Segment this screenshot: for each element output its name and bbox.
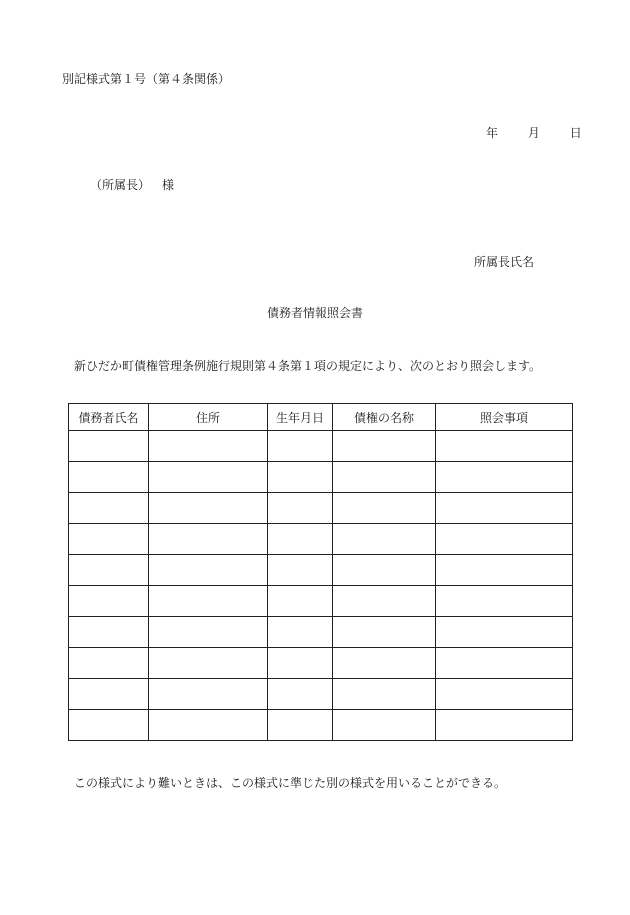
table-row <box>69 555 573 586</box>
inquiry-items-cell <box>436 617 573 648</box>
header-birthdate: 生年月日 <box>268 404 333 431</box>
address-cell <box>149 431 268 462</box>
address-cell <box>149 462 268 493</box>
table-row <box>69 679 573 710</box>
table-body <box>69 431 573 741</box>
inquiry-items-cell <box>436 493 573 524</box>
table-row <box>69 524 573 555</box>
claim-name-cell <box>333 617 436 648</box>
claim-name-cell <box>333 431 436 462</box>
table-row <box>69 462 573 493</box>
header-claim-name: 債権の名称 <box>333 404 436 431</box>
birthdate-cell <box>268 710 333 741</box>
form-number: 別記様式第１号（第４条関係） <box>62 72 231 86</box>
document-title: 債務者情報照会書 <box>266 306 363 320</box>
claim-name-cell <box>333 555 436 586</box>
claim-name-cell <box>333 710 436 741</box>
date-month-label: 月 <box>527 126 540 140</box>
birthdate-cell <box>268 586 333 617</box>
birthdate-cell <box>268 493 333 524</box>
inquiry-items-cell <box>436 431 573 462</box>
debtor-name-cell <box>69 462 149 493</box>
address-cell <box>149 555 268 586</box>
claim-name-cell <box>333 493 436 524</box>
debtor-name-cell <box>69 710 149 741</box>
birthdate-cell <box>268 555 333 586</box>
address-cell <box>149 586 268 617</box>
inquiry-items-cell <box>436 648 573 679</box>
debtor-name-cell <box>69 586 149 617</box>
debtor-name-cell <box>69 679 149 710</box>
date-day-label: 日 <box>569 126 582 140</box>
address-cell <box>149 493 268 524</box>
table-row <box>69 431 573 462</box>
table-row <box>69 586 573 617</box>
birthdate-cell <box>268 524 333 555</box>
inquiry-items-cell <box>436 679 573 710</box>
footer-note: この様式により難いときは、この様式に準じた別の様式を用いることができる。 <box>74 776 507 790</box>
inquiry-items-cell <box>436 555 573 586</box>
address-cell <box>149 617 268 648</box>
table-row <box>69 648 573 679</box>
claim-name-cell <box>333 679 436 710</box>
birthdate-cell <box>268 462 333 493</box>
birthdate-cell <box>268 648 333 679</box>
debtor-name-cell <box>69 648 149 679</box>
table-row <box>69 617 573 648</box>
address-cell <box>149 679 268 710</box>
header-inquiry-items: 照会事項 <box>436 404 573 431</box>
address-cell <box>149 524 268 555</box>
inquiry-items-cell <box>436 462 573 493</box>
claim-name-cell <box>333 648 436 679</box>
table-row <box>69 493 573 524</box>
birthdate-cell <box>268 679 333 710</box>
claim-name-cell <box>333 586 436 617</box>
date-line <box>486 127 582 139</box>
addressee-honorific: 様 <box>162 178 175 192</box>
claim-name-cell <box>333 524 436 555</box>
sender-name-label: 所属長氏名 <box>474 255 535 269</box>
addressee-title: （所属長） <box>90 178 151 192</box>
table-row <box>69 710 573 741</box>
table-header-row <box>69 404 573 431</box>
header-debtor-name: 債務者氏名 <box>69 404 149 431</box>
address-cell <box>149 710 268 741</box>
birthdate-cell <box>268 431 333 462</box>
claim-name-cell <box>333 462 436 493</box>
date-year-label: 年 <box>486 126 499 140</box>
birthdate-cell <box>268 617 333 648</box>
inquiry-items-cell <box>436 586 573 617</box>
addressee <box>90 179 174 191</box>
inquiry-items-cell <box>436 710 573 741</box>
debtor-name-cell <box>69 493 149 524</box>
debtor-inquiry-table <box>68 403 573 741</box>
inquiry-items-cell <box>436 524 573 555</box>
debtor-name-cell <box>69 555 149 586</box>
debtor-name-cell <box>69 431 149 462</box>
debtor-name-cell <box>69 524 149 555</box>
header-address: 住所 <box>149 404 268 431</box>
address-cell <box>149 648 268 679</box>
intro-paragraph: 新ひだか町債権管理条例施行規則第４条第１項の規定により、次のとおり照会します。 <box>74 359 542 373</box>
debtor-name-cell <box>69 617 149 648</box>
